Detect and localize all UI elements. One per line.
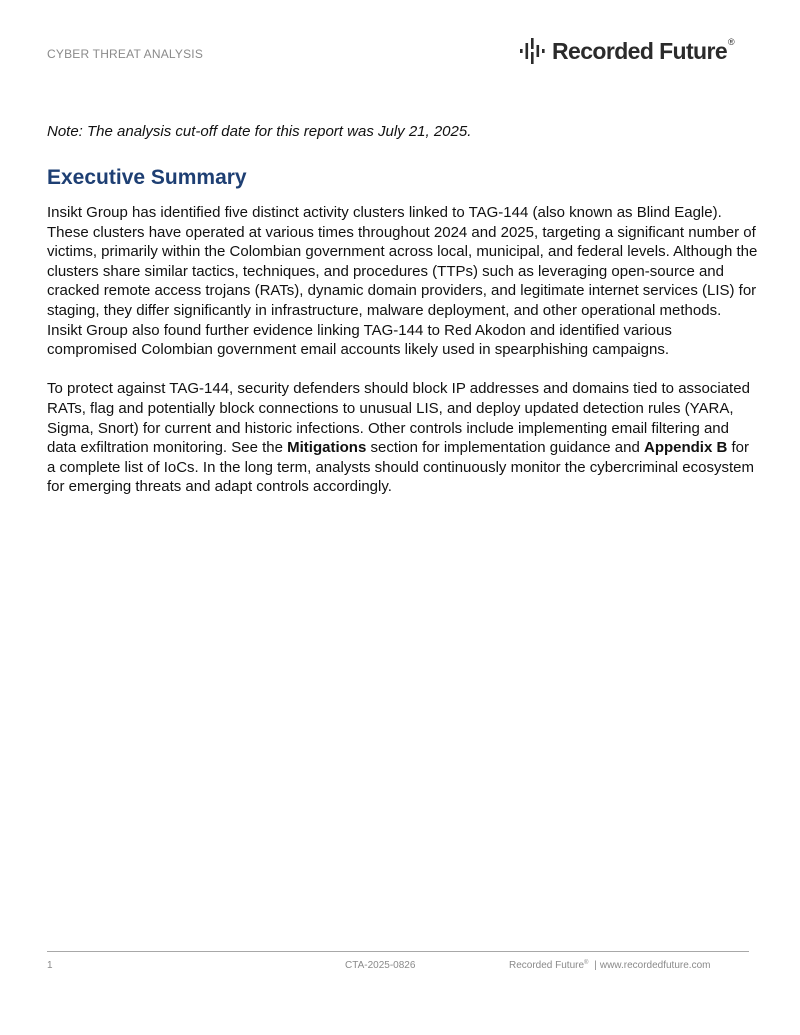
summary-paragraph-1: Insikt Group has identified five distinct activity clusters linked to TAG-144 (also known as Blind Eagle). These clusters have operated at various times throughout 2024 and 2025, targeting a significant number of victims, primarily within the Colombian government across local, municipal, and federal levels. Although the clusters share similar tactics, techniques, and procedures (TTPs) such as leveraging open-source and cracked remote access trojans (RATs), dynamic domain providers, and legitimate internet services (LIS) for staging, they differ significantly in infrastructure, malware deployment, and other operational methods. Insikt Group also found further evidence linking TAG-144 to Red Akodon and identified various compromised Colombian government email accounts likely used in spearphishing campaigns. — [47, 204, 758, 359]
paragraph-2-text-2: section for implementation guidance and — [366, 439, 644, 457]
executive-summary-body — [47, 203, 759, 517]
recorded-future-logo-icon — [519, 36, 549, 66]
footer-website-link[interactable]: www.recordedfuture.com — [599, 960, 711, 971]
paragraph-2-text-3: for a complete list of IoCs. In the long term, analysts should continuously monitor the cybercriminal ecosystem for emerging threats and adapt controls accordingly. — [47, 439, 754, 496]
footer-divider — [47, 951, 749, 952]
appendix-b-reference: Appendix B — [643, 439, 728, 457]
footer-registered-mark: ® — [584, 960, 589, 966]
analysis-cutoff-note: Note: The analysis cut-off date for this report was July 21, 2025. — [47, 123, 472, 140]
logo-registered-mark: ® — [728, 37, 735, 47]
section-label: CYBER THREAT ANALYSIS — [47, 47, 204, 61]
executive-summary-heading: Executive Summary — [47, 166, 247, 189]
logo-wordmark: Recorded Future — [552, 38, 728, 64]
mitigations-reference: Mitigations — [287, 439, 367, 457]
footer-separator: | — [594, 960, 597, 971]
footer-report-code: CTA-2025-0826 — [345, 960, 416, 971]
recorded-future-logo — [519, 36, 735, 66]
footer-brand-name: Recorded Future — [509, 960, 585, 971]
paragraph-2-text-1: To protect against TAG-144, security defenders should block IP addresses and domains tied to associated RATs, flag and potentially block connections to unusual LIS, and deploy updated detection rules (YARA, Sigma, Snort) for current and historic infections. Other controls include implementing email filtering and data exfiltration monitoring. See the — [47, 380, 750, 457]
summary-paragraph-2 — [47, 379, 759, 497]
footer-page-number: 1 — [47, 960, 53, 971]
footer-brand — [509, 960, 710, 971]
